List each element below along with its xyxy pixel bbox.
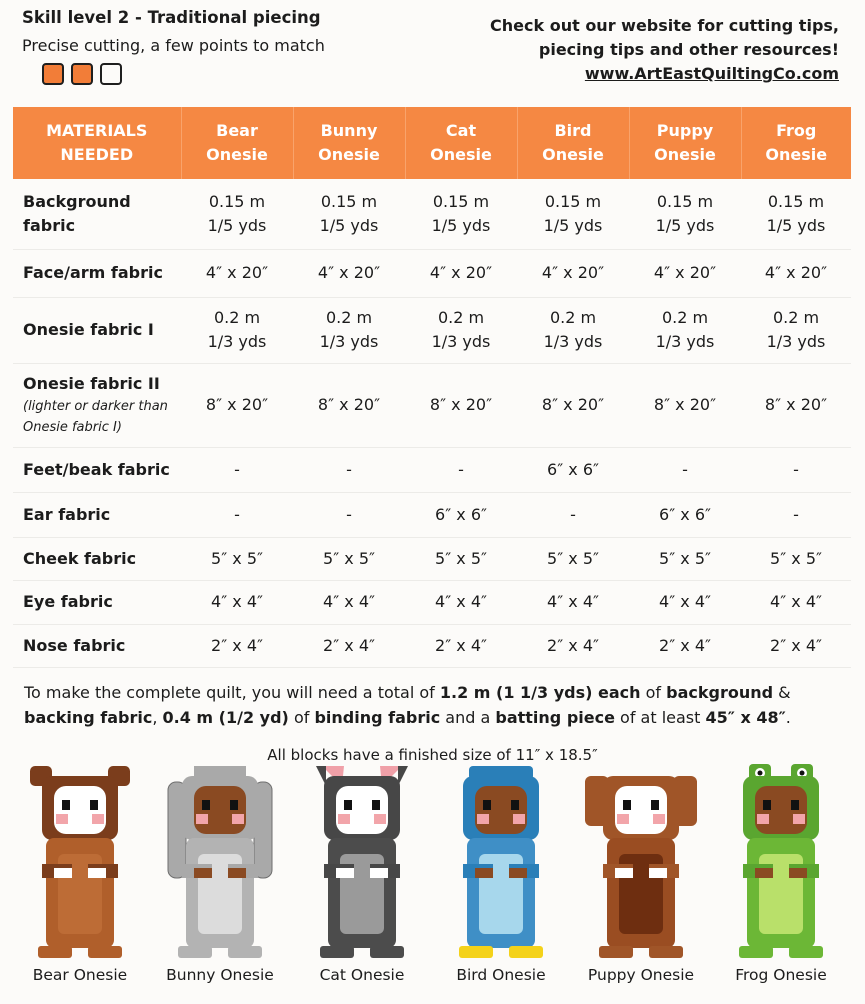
table-cell <box>293 580 405 624</box>
table-cell <box>405 492 517 537</box>
table-cell <box>517 580 629 624</box>
cell-value: 1/3 yds <box>207 332 267 351</box>
cell-value: 4″ x 4″ <box>211 592 263 611</box>
table-header-row <box>13 107 851 179</box>
bunny-onesie-illustration <box>160 764 280 964</box>
row-label-line: Feet/beak fabric <box>23 459 170 479</box>
quilt-block-frog <box>711 764 851 1000</box>
row-label-line: fabric <box>23 215 76 235</box>
table-cell <box>629 297 741 363</box>
cell-value: 0.2 m <box>325 308 373 327</box>
summary-binding: binding fabric <box>314 708 441 727</box>
table-cell <box>741 363 851 447</box>
cell-value: 4″ x 20″ <box>429 263 493 282</box>
skill-square-filled <box>71 63 93 85</box>
materials-needed-header-line: MATERIALS <box>46 121 148 140</box>
cell-value: - <box>793 504 799 524</box>
row-label <box>13 537 181 580</box>
table-cell <box>741 492 851 537</box>
table-cell <box>293 179 405 249</box>
cell-value: 8″ x 20″ <box>429 395 493 414</box>
column-header-frog-line: Onesie <box>765 145 828 164</box>
cell-value: 0.15 m <box>767 191 825 211</box>
summary-binding-amount: 0.4 m (1/2 yd) <box>162 708 289 727</box>
puppy-onesie-illustration <box>581 764 701 964</box>
row-label <box>13 492 181 537</box>
cell-value: 2″ x 4″ <box>547 635 599 655</box>
summary-text: of at least <box>614 708 706 727</box>
cell-value: 5″ x 5″ <box>659 548 711 568</box>
cell-value: 1/5 yds <box>766 215 826 235</box>
cell-value: 4″ x 4″ <box>659 592 711 611</box>
cell-value: 1/5 yds <box>655 215 715 235</box>
table-cell <box>181 179 293 249</box>
cell-value: 0.2 m <box>772 308 820 327</box>
column-header-frog-line: Frog <box>776 121 817 140</box>
cell-value: 2″ x 4″ <box>770 635 822 655</box>
cell-value: 0.15 m <box>544 191 602 211</box>
column-header-puppy <box>629 107 741 179</box>
table-cell <box>517 249 629 297</box>
cell-value: 4″ x 4″ <box>323 592 375 611</box>
summary-batting: batting piece <box>495 708 615 727</box>
row-label <box>13 249 181 297</box>
table-row <box>13 580 851 624</box>
cell-value: - <box>570 504 576 524</box>
table-cell <box>405 447 517 492</box>
row-label <box>13 363 181 447</box>
cell-value: - <box>346 504 352 524</box>
table-cell <box>405 537 517 580</box>
table-cell <box>405 249 517 297</box>
table-cell <box>741 624 851 667</box>
summary-text: and a <box>440 708 496 727</box>
promo-line-1: Check out our website for cutting tips, <box>490 16 839 35</box>
summary-text: of <box>640 683 667 702</box>
table-cell <box>741 179 851 249</box>
cell-value: 1/3 yds <box>655 332 715 351</box>
quilt-summary <box>24 680 844 730</box>
materials-needed-header <box>13 107 181 179</box>
cell-value: 5″ x 5″ <box>770 548 822 568</box>
summary-text: & <box>773 683 791 702</box>
column-header-frog <box>741 107 851 179</box>
cell-value: 2″ x 4″ <box>323 635 375 655</box>
table-cell <box>629 537 741 580</box>
table-cell <box>517 363 629 447</box>
table-cell <box>629 249 741 297</box>
quilt-block-bear <box>10 764 150 1000</box>
row-label-line: Background <box>23 191 131 211</box>
cell-value: 6″ x 6″ <box>547 459 599 479</box>
bear-onesie-illustration <box>20 764 140 964</box>
table-row <box>13 249 851 297</box>
cell-value: - <box>234 504 240 524</box>
cell-value: 8″ x 20″ <box>317 395 381 414</box>
column-header-bird-line: Onesie <box>542 145 604 164</box>
cell-value: 8″ x 20″ <box>764 395 828 414</box>
column-header-bunny-line: Bunny <box>320 121 378 140</box>
table-cell <box>741 537 851 580</box>
cell-value: 1/5 yds <box>543 215 603 235</box>
table-row <box>13 297 851 363</box>
cell-value: 0.15 m <box>320 191 378 211</box>
materials-needed-header-line: NEEDED <box>60 145 134 164</box>
summary-background: background <box>666 683 774 702</box>
table-cell <box>517 179 629 249</box>
table-cell <box>293 492 405 537</box>
materials-table <box>13 107 851 668</box>
quilt-block-cat <box>292 764 432 1000</box>
column-header-bunny <box>293 107 405 179</box>
cell-value: 0.2 m <box>549 308 597 327</box>
table-cell <box>741 249 851 297</box>
column-header-cat-line: Cat <box>445 121 477 140</box>
summary-text: , <box>152 708 163 727</box>
summary-amount: 1.2 m (1 1/3 yds) <box>439 683 593 702</box>
row-label-line: Onesie fabric I <box>23 320 154 339</box>
cell-value: 2″ x 4″ <box>211 635 263 655</box>
table-cell <box>181 624 293 667</box>
block-caption: Bear Onesie <box>32 966 128 984</box>
skill-level-title: Skill level 2 - Traditional piecing <box>22 8 321 27</box>
row-label-line: Face/arm fabric <box>23 263 163 282</box>
table-cell <box>629 363 741 447</box>
cell-value: 1/3 yds <box>319 332 379 351</box>
cell-value: 2″ x 4″ <box>659 635 711 655</box>
column-header-bear-line: Bear <box>216 121 258 140</box>
table-cell <box>181 363 293 447</box>
table-cell <box>405 580 517 624</box>
row-label-line: Ear fabric <box>23 504 111 524</box>
cell-value: 4″ x 4″ <box>770 592 822 611</box>
block-caption: Puppy Onesie <box>587 966 695 984</box>
quilt-block-puppy <box>571 764 711 1000</box>
cell-value: 0.15 m <box>656 191 714 211</box>
table-cell <box>629 447 741 492</box>
cell-value: 6″ x 6″ <box>435 504 487 524</box>
cell-value: 4″ x 20″ <box>764 263 828 282</box>
column-header-cat-line: Onesie <box>430 145 492 164</box>
table-cell <box>181 580 293 624</box>
table-cell <box>517 537 629 580</box>
table-cell <box>741 297 851 363</box>
table-cell <box>629 179 741 249</box>
table-cell <box>181 492 293 537</box>
cell-value: 1/5 yds <box>431 215 491 235</box>
summary-batting-size: 45″ x 48″ <box>705 708 786 727</box>
cell-value: - <box>346 459 352 479</box>
column-header-bird-line: Bird <box>554 121 592 140</box>
summary-text: . <box>785 708 791 727</box>
column-header-bear <box>181 107 293 179</box>
bird-onesie-illustration <box>441 764 561 964</box>
cell-value: 1/3 yds <box>766 332 826 351</box>
skill-square-filled <box>42 63 64 85</box>
row-label-line: Nose fabric <box>23 635 126 655</box>
cell-value: 1/5 yds <box>207 215 267 235</box>
table-cell <box>405 297 517 363</box>
table-cell <box>293 624 405 667</box>
cell-value: 5″ x 5″ <box>323 548 375 568</box>
cell-value: 1/3 yds <box>431 332 491 351</box>
cell-value: 0.15 m <box>208 191 266 211</box>
table-row <box>13 537 851 580</box>
cell-value: - <box>682 459 688 479</box>
table-row <box>13 179 851 249</box>
table-row <box>13 363 851 447</box>
table-cell <box>517 624 629 667</box>
table-cell <box>517 492 629 537</box>
quilt-block-bird <box>431 764 571 1000</box>
cell-value: 1/3 yds <box>543 332 603 351</box>
table-cell <box>293 537 405 580</box>
row-label-line: Cheek fabric <box>23 548 137 568</box>
cell-value: 4″ x 20″ <box>541 263 605 282</box>
cell-value: 5″ x 5″ <box>435 548 487 568</box>
table-cell <box>293 297 405 363</box>
column-header-puppy-line: Puppy <box>656 121 714 140</box>
table-cell <box>405 179 517 249</box>
table-cell <box>181 249 293 297</box>
row-label <box>13 580 181 624</box>
row-label-line: Onesie fabric II <box>23 374 160 393</box>
table-cell <box>629 492 741 537</box>
table-cell <box>293 249 405 297</box>
cell-value: 0.2 m <box>661 308 709 327</box>
frog-onesie-illustration <box>721 764 841 964</box>
table-cell <box>293 447 405 492</box>
cat-onesie-illustration <box>302 764 422 964</box>
row-label <box>13 447 181 492</box>
table-cell <box>629 624 741 667</box>
cell-value: 8″ x 20″ <box>541 395 605 414</box>
cell-value: 5″ x 5″ <box>547 548 599 568</box>
cell-value: 2″ x 4″ <box>435 635 487 655</box>
block-caption: Cat Onesie <box>319 966 405 984</box>
skill-level-description: Precise cutting, a few points to match <box>22 36 325 55</box>
table-row <box>13 624 851 667</box>
website-link[interactable]: www.ArtEastQuiltingCo.com <box>584 64 839 83</box>
column-header-cat <box>405 107 517 179</box>
skill-level-section <box>22 8 325 85</box>
row-label <box>13 624 181 667</box>
summary-each: each <box>592 683 641 702</box>
cell-value: - <box>234 459 240 479</box>
cell-value: - <box>793 459 799 479</box>
cell-value: 8″ x 20″ <box>205 395 269 414</box>
summary-backing: backing fabric <box>24 708 153 727</box>
cell-value: - <box>458 459 464 479</box>
block-caption: Bunny Onesie <box>166 966 274 984</box>
skill-square-empty <box>100 63 122 85</box>
table-cell <box>405 624 517 667</box>
row-label <box>13 297 181 363</box>
website-promo <box>490 14 839 86</box>
quilt-block-bunny <box>150 764 290 1000</box>
table-row <box>13 492 851 537</box>
column-header-bird <box>517 107 629 179</box>
cell-value: 6″ x 6″ <box>659 504 711 524</box>
table-cell <box>181 537 293 580</box>
table-cell <box>629 580 741 624</box>
cell-value: 1/5 yds <box>319 215 379 235</box>
cell-value: 4″ x 4″ <box>435 592 487 611</box>
summary-text: To make the complete quilt, you will need a total of <box>24 683 440 702</box>
row-label-note: (lighter or darker than Onesie fabric I) <box>23 399 168 435</box>
row-label-line: Eye fabric <box>23 592 113 611</box>
table-cell <box>181 447 293 492</box>
finished-size-note: All blocks have a finished size of 11″ x 18.5″ <box>267 746 598 764</box>
cell-value: 0.2 m <box>437 308 485 327</box>
cell-value: 4″ x 20″ <box>653 263 717 282</box>
cell-value: 4″ x 20″ <box>205 263 269 282</box>
cell-value: 8″ x 20″ <box>653 395 717 414</box>
block-caption: Frog Onesie <box>735 966 827 984</box>
column-header-puppy-line: Onesie <box>654 145 716 164</box>
table-cell <box>181 297 293 363</box>
skill-level-indicator <box>42 63 325 85</box>
summary-text: of <box>288 708 315 727</box>
cell-value: 5″ x 5″ <box>211 548 263 568</box>
promo-line-2: piecing tips and other resources! <box>538 40 839 59</box>
cell-value: 0.2 m <box>213 308 261 327</box>
column-header-bunny-line: Onesie <box>318 145 380 164</box>
column-header-bear-line: Onesie <box>206 145 268 164</box>
block-gallery <box>0 764 865 1004</box>
table-cell <box>517 447 629 492</box>
row-label <box>13 179 181 249</box>
cell-value: 4″ x 20″ <box>317 263 381 282</box>
table-cell <box>293 363 405 447</box>
table-cell <box>405 363 517 447</box>
table-cell <box>741 580 851 624</box>
cell-value: 0.15 m <box>432 191 490 211</box>
table-cell <box>517 297 629 363</box>
table-row <box>13 447 851 492</box>
block-caption: Bird Onesie <box>456 966 546 984</box>
cell-value: 4″ x 4″ <box>547 592 599 611</box>
table-cell <box>741 447 851 492</box>
